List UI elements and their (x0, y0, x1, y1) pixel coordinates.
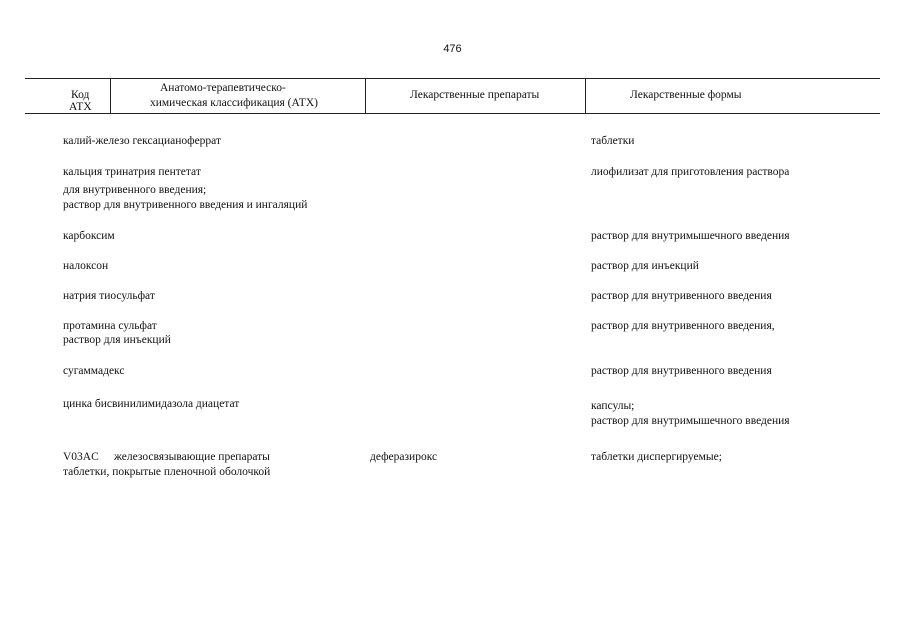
dosage-form-continued: для внутривенного введения; (63, 184, 207, 196)
drug-name: калий-железо гексацианоферрат (63, 135, 222, 147)
header-forms: Лекарственные формы (630, 89, 742, 101)
dosage-form-continued: раствор для инъекций (63, 334, 171, 346)
dosage-form: таблетки (591, 135, 635, 147)
drug-name: деферазирокс (370, 451, 438, 463)
dosage-form: раствор для инъекций (591, 260, 699, 272)
header-divider (110, 79, 111, 114)
header-divider (585, 79, 586, 114)
drug-name: протамина сульфат (63, 320, 157, 332)
header-bottom-rule (25, 113, 880, 114)
dosage-form: раствор для внутримышечного введения (591, 230, 790, 242)
dosage-form: раствор для внутривенного введения (591, 290, 772, 302)
dosage-form-continued: таблетки, покрытые пленочной оболочкой (63, 466, 271, 478)
atc-group-name: железосвязывающие препараты (114, 451, 270, 463)
header-drugs: Лекарственные препараты (410, 89, 540, 101)
drug-name: карбоксим (63, 230, 115, 242)
drug-name: натрия тиосульфат (63, 290, 155, 302)
header-atc-line1: Анатомо-терапевтическо- (160, 82, 286, 94)
drug-name: цинка бисвинилимидазола диацетат (63, 398, 240, 410)
drug-name: сугаммадекс (63, 365, 125, 377)
dosage-form: таблетки диспергируемые; (591, 451, 722, 463)
dosage-form: лиофилизат для приготовления раствора (591, 166, 790, 178)
drug-name: кальция тринатрия пентетат (63, 166, 201, 178)
dosage-form-continued: раствор для внутривенного введения и ингаляций (63, 199, 308, 211)
dosage-form: капсулы; (591, 400, 635, 412)
dosage-form: раствор для внутримышечного введения (591, 415, 790, 427)
header-atc-line2: химическая классификация (АТХ) (150, 97, 318, 109)
header-top-rule (25, 78, 880, 79)
drug-name: налоксон (63, 260, 109, 272)
page-number: 476 (443, 43, 462, 55)
atc-code: V03AC (63, 451, 99, 463)
header-divider (365, 79, 366, 114)
header-code-line2: АТХ (69, 101, 92, 113)
header-code-line1: Код (71, 89, 90, 101)
dosage-form: раствор для внутривенного введения (591, 365, 772, 377)
dosage-form: раствор для внутривенного введения, (591, 320, 775, 332)
